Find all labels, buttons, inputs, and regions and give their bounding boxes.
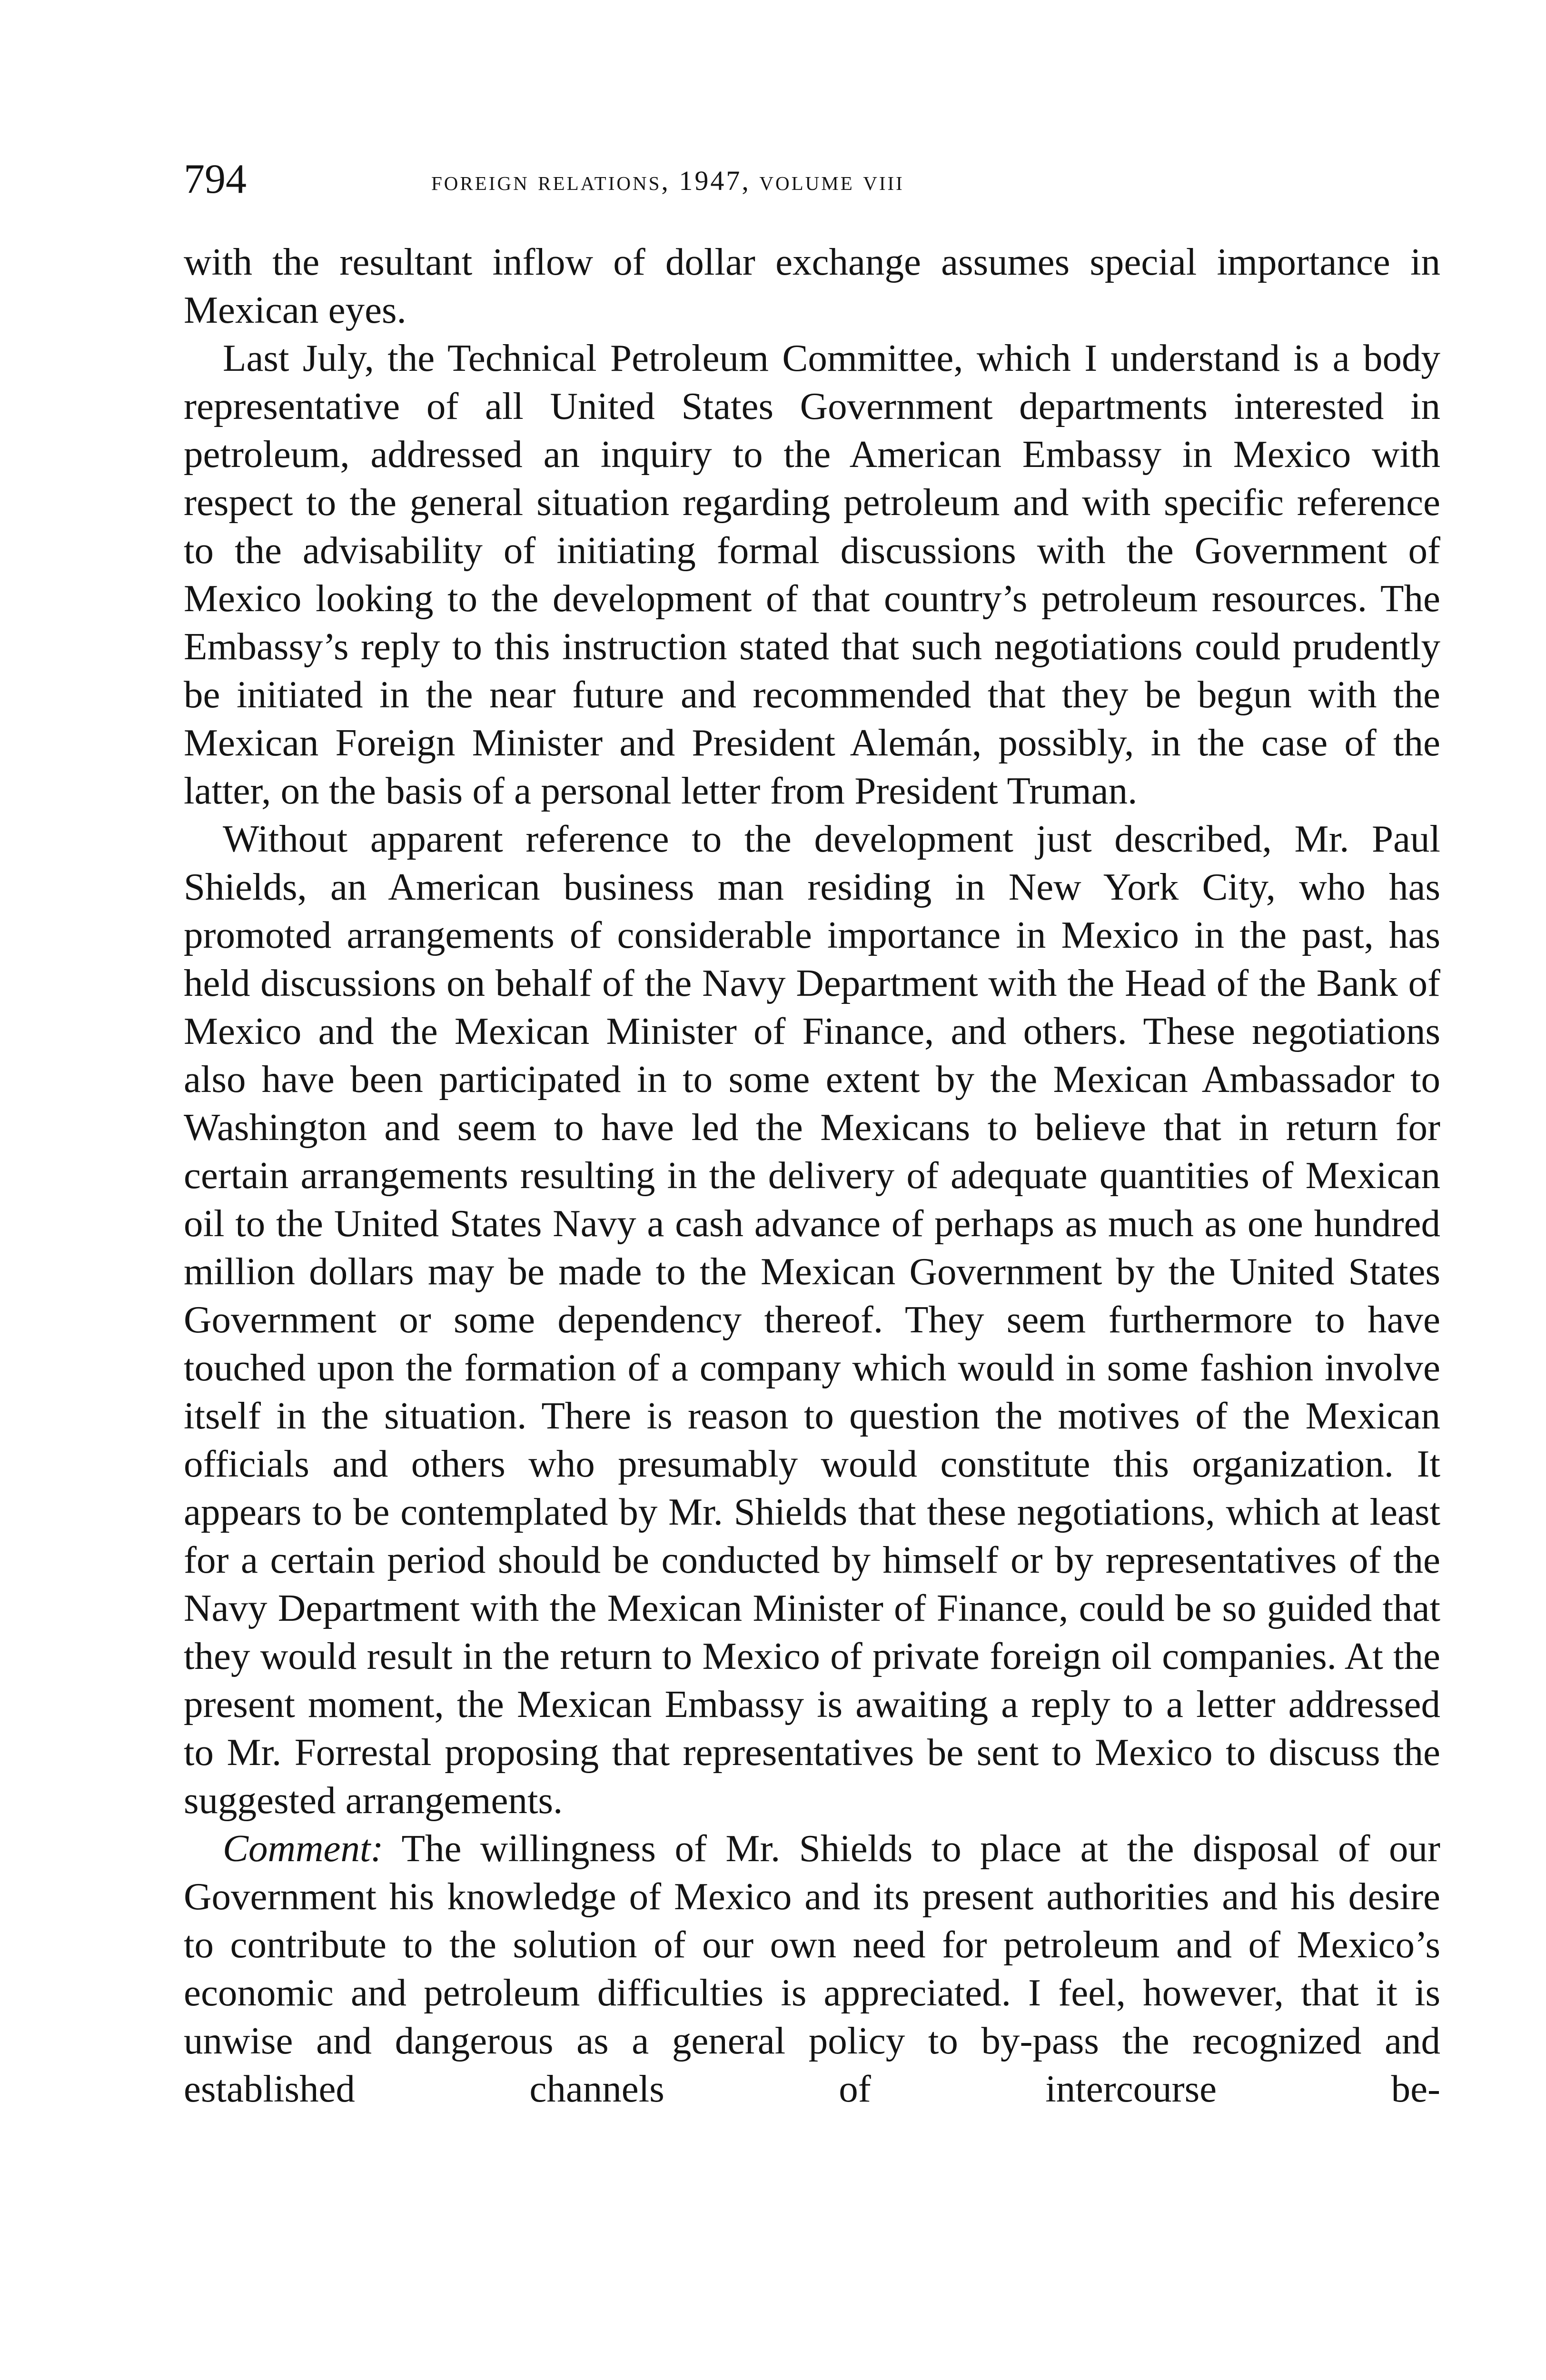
body-text bbox=[184, 238, 1440, 2113]
page-number: 794 bbox=[184, 156, 247, 202]
paragraph-comment bbox=[184, 1825, 1440, 2113]
paragraph-continued: with the resultant inflow of dollar exchange assumes special importance in Mexican eyes. bbox=[184, 240, 1440, 331]
paragraph-technical-petroleum-committee: Last July, the Technical Petroleum Committee, which I understand is a body representative of all United States Government departments interested in petroleum, addressed an inquiry to the American Embassy in Mexico with respect to the general situation regarding petroleum and with specific reference to the advisability of initiating formal discussions with the Government of Mexico looking to the development of that country’s petroleum resources. The Embassy’s reply to this instruction stated that such negotiations could prudently be initiated in the near future and recommended that they be begun with the Mexican Foreign Minister and President Alemán, possibly, in the case of the latter, on the basis of a personal letter from President Truman. bbox=[184, 337, 1440, 812]
comment-label: Comment: bbox=[223, 1827, 384, 1870]
comment-text: The willingness of Mr. Shields to place at the disposal of our Government his knowledge of Mexico and its present authorities and his desire to contribute to the solution of our own need for petroleum and of Mexico’s economic and petroleum difficulties is appreciated. I feel, however, that it is unwise and dangerous as a general policy to by-pass the recognized and established channels of intercourse be- bbox=[184, 1827, 1440, 2110]
running-title: foreign relations, 1947, volume viii bbox=[431, 165, 904, 196]
paragraph-paul-shields: Without apparent reference to the development just described, Mr. Paul Shields, an American business man residing in New York City, who has promoted arrangements of considerable importance in Mexico in the past, has held discussions on behalf of the Navy Department with the Head of the Bank of Mexico and the Mexican Minister of Finance, and others. These negotiations also have been participated in to some extent by the Mexican Ambassador to Washington and seem to have led the Mexicans to believe that in return for certain arrangements resulting in the delivery of adequate quantities of Mexican oil to the United States Navy a cash advance of perhaps as much as one hundred million dollars may be made to the Mexican Government by the United States Government or some dependency thereof. They seem furthermore to have touched upon the formation of a company which would in some fashion involve itself in the situation. There is reason to question the motives of the Mexican officials and others who presumably would constitute this organization. It appears to be contemplated by Mr. Shields that these negotiations, which at least for a certain period should be conducted by himself or by representatives of the Navy Department with the Mexican Minister of Finance, could be so guided that they would result in the return to Mexico of private foreign oil companies. At the present moment, the Mexican Embassy is awaiting a reply to a letter addressed to Mr. Forrestal proposing that representatives be sent to Mexico to discuss the suggested arrangements. bbox=[184, 817, 1440, 1822]
page-header bbox=[184, 153, 1440, 215]
